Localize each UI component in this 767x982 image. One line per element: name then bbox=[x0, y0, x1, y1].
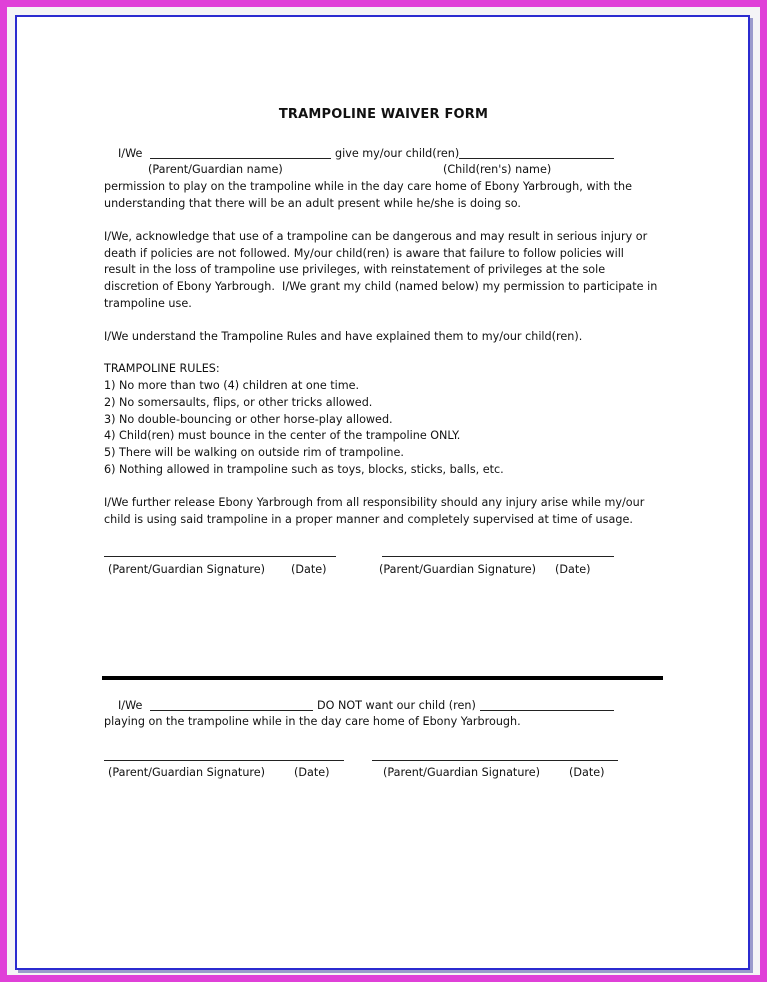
date-label: (Date) bbox=[291, 563, 327, 576]
rule-item: 2) No somersaults, flips, or other tricks allowed. bbox=[104, 396, 373, 409]
release-line-2: child is using said trampoline in a proper manner and completely supervised at time of usage. bbox=[104, 513, 633, 526]
signature-label: (Parent/Guardian Signature) bbox=[379, 563, 537, 576]
signature-blank-1[interactable] bbox=[104, 556, 336, 557]
child-name-blank[interactable] bbox=[459, 158, 614, 159]
rule-item: 6) Nothing allowed in trampoline such as toys, blocks, sticks, balls, etc. bbox=[104, 463, 504, 476]
signature-blank-2[interactable] bbox=[382, 556, 614, 557]
understand-line: I/We understand the Trampoline Rules and have explained them to my/our child(ren). bbox=[104, 330, 583, 343]
give-child-text: give my/our child(ren) bbox=[335, 147, 460, 160]
signature-label: (Parent/Guardian Signature) bbox=[108, 766, 266, 779]
rules-heading: TRAMPOLINE RULES: bbox=[104, 362, 220, 375]
decline-iwe-label: I/We bbox=[118, 699, 143, 712]
signature-blank-4[interactable] bbox=[372, 760, 618, 761]
date-label: (Date) bbox=[555, 563, 591, 576]
rule-item: 4) Child(ren) must bounce in the center of the trampoline ONLY. bbox=[104, 429, 461, 442]
decline-child-blank[interactable] bbox=[480, 710, 614, 711]
rule-item: 5) There will be walking on outside rim of trampoline. bbox=[104, 446, 404, 459]
acknowledge-line-3: result in the loss of trampoline use privileges, with reinstatement of privileges at the sole bbox=[104, 263, 606, 276]
parent-name-blank[interactable] bbox=[150, 158, 331, 159]
date-label: (Date) bbox=[294, 766, 330, 779]
signature-label: (Parent/Guardian Signature) bbox=[108, 563, 266, 576]
rule-item: 3) No double-bouncing or other horse-play allowed. bbox=[104, 413, 393, 426]
rule-item: 1) No more than two (4) children at one time. bbox=[104, 379, 360, 392]
date-label: (Date) bbox=[569, 766, 605, 779]
do-not-text: DO NOT want our child (ren) bbox=[317, 699, 476, 712]
intro-line-2: understanding that there will be an adult present while he/she is doing so. bbox=[104, 197, 521, 210]
acknowledge-line-4: discretion of Ebony Yarbrough. I/We grant my child (named below) my permission to participate in bbox=[104, 280, 658, 293]
acknowledge-line-2: death if policies are not followed. My/our child(ren) is aware that failure to follow policies will bbox=[104, 247, 624, 260]
signature-blank-3[interactable] bbox=[104, 760, 344, 761]
release-line-1: I/We further release Ebony Yarbrough from all responsibility should any injury arise while my/our bbox=[104, 496, 645, 509]
intro-line-1: permission to play on the trampoline while in the day care home of Ebony Yarbrough, with the bbox=[104, 180, 633, 193]
acknowledge-line-5: trampoline use. bbox=[104, 297, 192, 310]
parent-name-label: (Parent/Guardian name) bbox=[148, 163, 283, 176]
child-name-label: (Child(ren's) name) bbox=[443, 163, 552, 176]
acknowledge-line-1: I/We, acknowledge that use of a trampoline can be dangerous and may result in serious injury or bbox=[104, 230, 648, 243]
form-title: TRAMPOLINE WAIVER FORM bbox=[278, 107, 489, 122]
decline-line: playing on the trampoline while in the day care home of Ebony Yarbrough. bbox=[104, 715, 521, 728]
decline-parent-blank[interactable] bbox=[150, 710, 313, 711]
signature-label: (Parent/Guardian Signature) bbox=[383, 766, 541, 779]
section-divider bbox=[102, 676, 663, 680]
iwe-label: I/We bbox=[118, 147, 143, 160]
